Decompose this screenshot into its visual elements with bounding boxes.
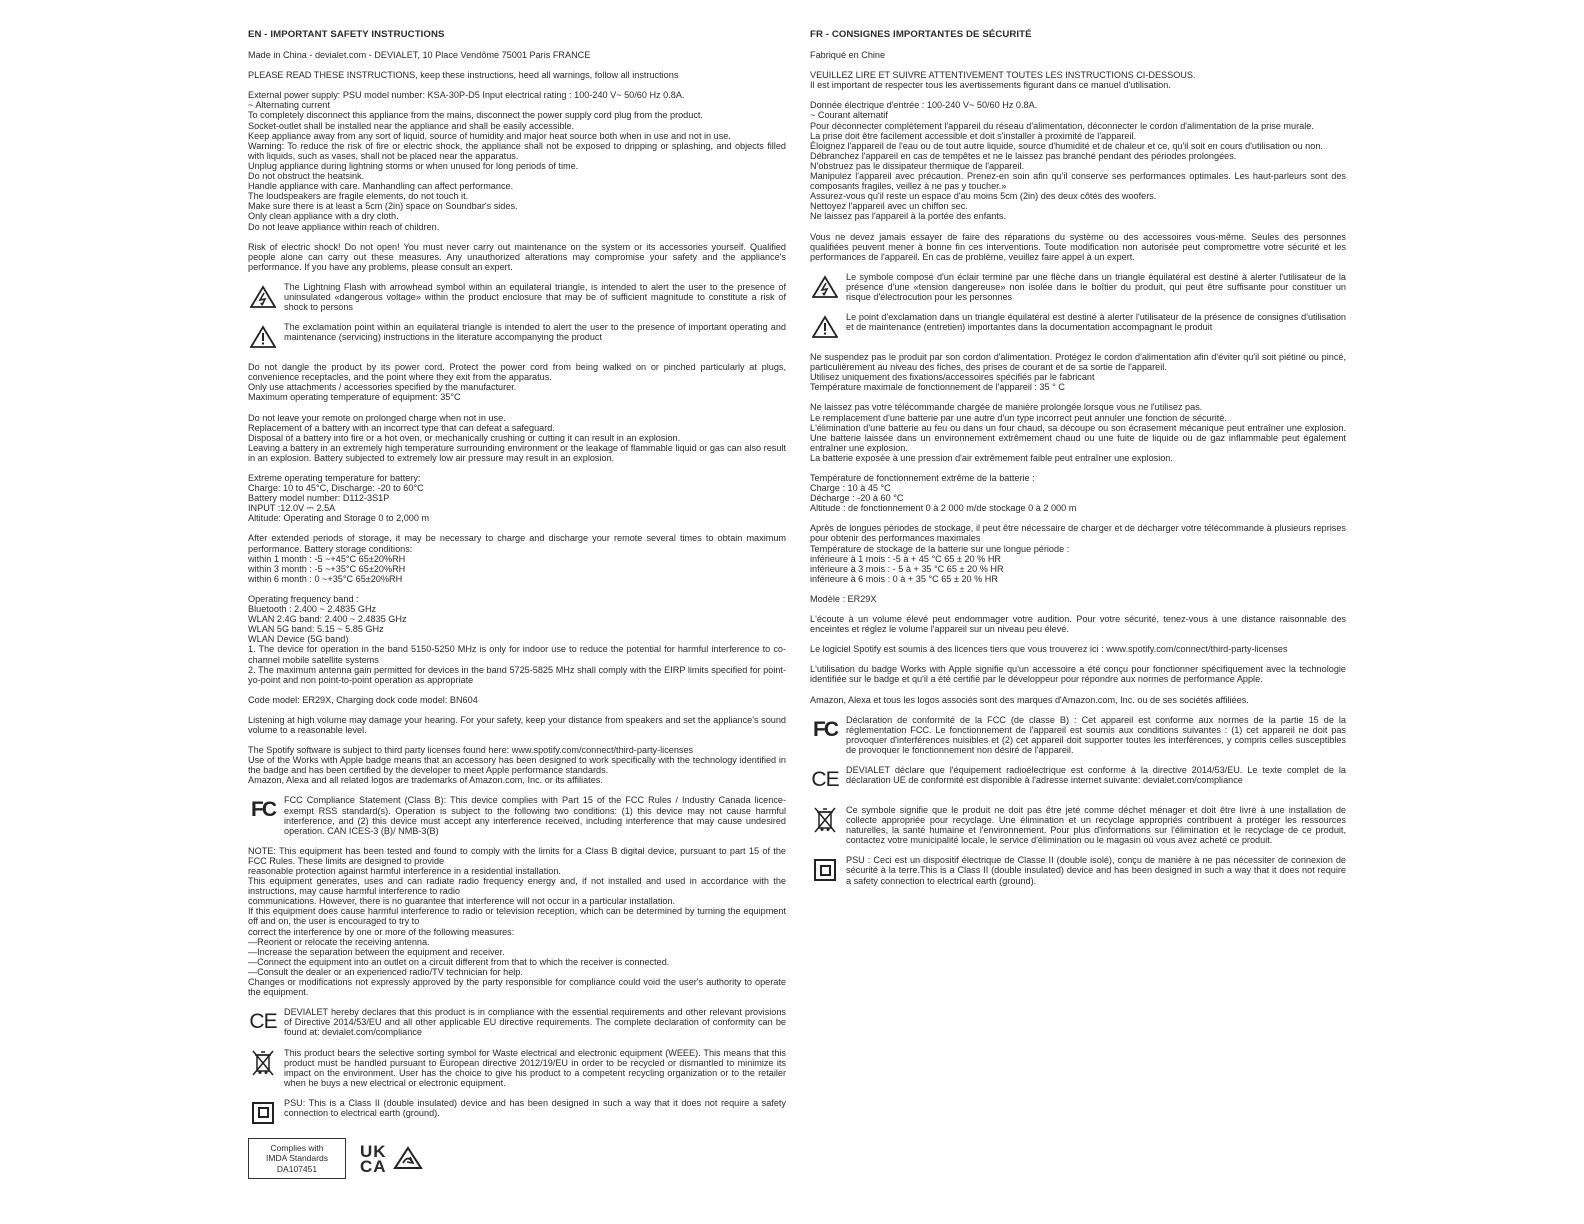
fr-battery-temp-line: Température de fonctionnement extrême de la batterie :: [810, 473, 1035, 483]
en-note-line: reasonable protection against harmful interference in a residential installation.: [248, 866, 561, 876]
en-safety-line: Handle appliance with care. Manhandling can affect performance.: [248, 181, 514, 192]
double-square-icon: [810, 855, 840, 885]
en-frequency: [248, 594, 786, 685]
en-lightning-block: [248, 282, 786, 312]
en-spotify-line: Amazon, Alexa and all related logos are trademarks of Amazon.com, Inc. or its affiliates.: [248, 775, 603, 786]
fr-storage: [810, 523, 1346, 584]
en-note-line: —Consult the dealer or an experienced radio/TV technician for help.: [248, 966, 523, 977]
fr-battery-line: La batterie exposée à une pression d'air extrêmement faible peut entraîner une explosion.: [810, 452, 1173, 463]
en-safety-line: Keep appliance away from any sort of liquid, source of humidity and major heat source both when in use and not in use.: [248, 130, 731, 141]
en-exclamation-block: [248, 322, 786, 352]
en-note: [248, 846, 786, 997]
english-column: [248, 30, 786, 1179]
fr-storage-line: inférieure à 1 mois : -5 à + 45 °C 65 ± 20 % HR: [810, 553, 1001, 564]
en-frequency-line: 2. The maximum antenna gain permitted for devices in the band 5725-5825 MHz shall comply with the EIRP limits specified for point-yo-point and non point-to-point operation as appropriate: [248, 664, 786, 685]
en-please-read: PLEASE READ THESE INSTRUCTIONS, keep these instructions, heed all warnings, follow all instructions: [248, 70, 679, 81]
fr-safety-line: N'obstruez pas le dissipateur thermique de l'appareil.: [810, 160, 1024, 171]
fr-safety-line: Ne laissez pas l'appareil à la portée des enfants.: [810, 211, 1007, 222]
en-safety-line: Only clean appliance with a dry cloth.: [248, 211, 399, 222]
fr-lightning-text: Le symbole composé d'un éclair terminé par une flèche dans un triangle équilatéral est destiné à alerter l'utilisateur de la présence d'une «tension dangereuse» non isolée dans le boîtier du produit, qui peut être suffisante pour constituer un risque d'électrocution pour les personnes: [846, 271, 1346, 302]
fr-ce-block: [810, 765, 1346, 795]
fr-apple: L'utilisation du badge Works with Apple signifie qu'un accessoire a été conçu pour fonctionner spécifiquement avec la technologie identifiée sur le badge et qu'il a été certifié par le développeur pour répondre aux normes de performance Apple.: [810, 664, 1346, 685]
en-note-line: correct the interference by one or more of the following measures:: [248, 926, 515, 937]
fr-battery-line: Le remplacement d'une batterie par une autre d'un type incorrect peut annuler une fonction de sécurité.: [810, 412, 1227, 423]
en-battery-temp-line: Battery model number: D112-3S1P: [248, 493, 390, 504]
fr-safety-line: Débranchez l'appareil en cas de tempêtes et ne le laissez pas branché pendant des périodes prolongées.: [810, 150, 1237, 161]
lightning-triangle-icon: [248, 282, 278, 312]
en-storage: [248, 533, 786, 583]
en-storage-line: within 1 month : -5 ~+45°C 65±20%RH: [248, 553, 406, 564]
en-power-line: Do not dangle the product by its power cord. Protect the power cord from being walked on or pinched particularly at plugs, convenience receptacles, and the point where they exit from the apparatus.: [248, 362, 786, 383]
imda-line: DA107451: [276, 1163, 318, 1174]
en-frequency-line: Operating frequency band :: [248, 593, 359, 604]
fr-safety-line: Donnée électrique d'entrée : 100-240 V~ 50/60 Hz 0.8A.: [810, 100, 1038, 111]
fr-power-line: Température maximale de fonctionnement de l'appareil : 35 ° C: [810, 382, 1065, 393]
fr-fcc-text: Déclaration de conformité de la FCC (de classe B) : Cet appareil est conforme aux normes de la partie 15 de la réglementation FCC. Le fonctionnement de l'appareil est soumis aux conditions suivantes : (1) cet appareil ne doit pas provoquer d'interférences nuisibles et (2) cet appareil doit supporter toutes les interférences, y compris celles susceptibles de provoquer le fonctionnement non désiré de l'appareil.: [846, 714, 1346, 755]
en-frequency-line: Bluetooth : 2.400 ~ 2.4835 GHz: [248, 604, 377, 615]
en-title: EN - IMPORTANT SAFETY INSTRUCTIONS: [248, 29, 445, 40]
en-safety-line: Socket-outlet shall be installed near the appliance and shall be easily accessible.: [248, 120, 575, 131]
en-safety-line: Unplug appliance during lightning storms or when unused for long periods of time.: [248, 160, 579, 171]
fcc-logo-icon: FC: [251, 798, 275, 822]
fr-amazon: Amazon, Alexa et tous les logos associés sont des marques d'Amazon.com, Inc. ou de ses sociétés affiliées.: [810, 694, 1249, 705]
fr-safety-line: ~ Courant alternatif: [810, 110, 888, 121]
en-battery-temp: [248, 473, 786, 523]
fr-exclamation-text: Le point d'exclamation dans un triangle équilatéral est destiné à alerter l'utilisateur de la présence de consignes d'utilisation et de maintenance (entretien) importantes dans la documentation accompagnant le produit: [846, 312, 1346, 333]
fr-please-read-line: VEUILLEZ LIRE ET SUIVRE ATTENTIVEMENT TOUTES LES INSTRUCTIONS CI-DESSOUS.: [810, 70, 1196, 81]
certification-marks: [248, 1138, 786, 1180]
ce-mark-icon: CE: [249, 1010, 277, 1034]
en-storage-line: within 3 month : -5 ~+35°C 65±20%RH: [248, 563, 406, 574]
fr-battery-line: L'élimination d'une batterie au feu ou dans un four chaud, sa découpe ou son écrasement mécanique peut entraîner une explosion. Une batterie laissée dans un environnement extrêmement chaud ou une fuite de liquide ou de gaz inflammable peut également entraîner une explosion.: [810, 422, 1346, 453]
en-safety-line: ~ Alternating current: [248, 100, 330, 111]
en-storage-line: After extended periods of storage, it may be necessary to charge and discharge your remote several times to obtain maximum performance. Battery storage conditions:: [248, 533, 786, 554]
fr-safety-line: Manipulez l'appareil avec précaution. Prenez-en soin afin qu'il conserve ses performances optimales. Les haut-parleurs sont des composants fragiles, veillez à ne pas y toucher.»: [810, 171, 1346, 192]
double-square-icon: [248, 1098, 278, 1128]
en-note-line: communications. However, there is no guarantee that interference will not occur in a particular installation.: [248, 896, 676, 907]
en-note-line: If this equipment does cause harmful interference to radio or television reception, which can be determined by turning the equipment off and on, the user is encouraged to try to: [248, 906, 786, 927]
en-weee-block: [248, 1048, 786, 1088]
fr-please-read: [810, 70, 1346, 90]
en-battery-line: Replacement of a battery with an incorrect type that can defeat a safeguard.: [248, 422, 555, 433]
imda-line: Complies with: [270, 1142, 324, 1153]
fr-lightning-block: [810, 272, 1346, 302]
en-psu-text: PSU: This is a Class II (double insulated) device and has been designed in such a way that it does not require a safety connection to electrical earth (ground).: [284, 1097, 786, 1118]
en-battery-temp-line: Extreme operating temperature for battery:: [248, 473, 421, 483]
en-battery-temp-line: Charge: 10 to 45°C, Discharge: -20 to 60°C: [248, 483, 424, 494]
fr-power-line: Utilisez uniquement des fixations/accessoires spécifiés par le fabricant: [810, 372, 1095, 383]
en-fcc-block: [248, 795, 786, 835]
fr-battery-temp-line: Charge : 10 à 45 °C: [810, 483, 891, 494]
fr-made-in: Fabriqué en Chine: [810, 50, 886, 61]
fr-fcc-block: [810, 715, 1346, 755]
imda-badge: [248, 1138, 346, 1180]
en-power-cord: [248, 362, 786, 402]
en-safety-line: The loudspeakers are fragile elements, do not touch it.: [248, 191, 469, 202]
ce-mark-icon: CE: [811, 767, 839, 791]
en-power-line: Only use attachments / accessories specified by the manufacturer.: [248, 382, 517, 393]
fr-battery-line: Ne laissez pas votre télécommande chargée de manière prolongée lorsque vous ne l'utilisez pas.: [810, 402, 1203, 413]
rcm-mark-icon: [393, 1146, 423, 1172]
en-note-line: —Increase the separation between the equipment and receiver.: [248, 946, 505, 957]
fr-please-read-line: Il est important de respecter tous les avertissements figurant dans ce manuel d'utilisation.: [810, 80, 1171, 91]
fr-safety-line: Assurez-vous qu'il reste un espace d'au moins 5cm (2in) des deux côtés des woofers.: [810, 191, 1157, 202]
en-battery-line: Disposal of a battery into fire or a hot oven, or mechanically crushing or cutting it can result in an explosion.: [248, 432, 681, 443]
fr-psu-block: [810, 855, 1346, 885]
en-battery-line: Leaving a battery in an extremely high temperature surrounding environment or the leakage of flammable liquid or gas can also result in an explosion. Battery subjected to extremely low air pressure may result in an explosion.: [248, 442, 786, 463]
en-battery-temp-line: Altitude: Operating and Storage 0 to 2,000 m: [248, 513, 430, 524]
en-frequency-line: WLAN 2.4G band: 2.400 ~ 2.4835 GHz: [248, 614, 407, 625]
crossed-bin-icon: [248, 1048, 278, 1078]
en-weee-text: This product bears the selective sorting symbol for Waste electrical and electronic equipment (WEEE). This means that this product must be handled pursuant to European directive 2012/19/EU in order to be recycled or dismantled to minimize its impact on the environment. User has the choice to give his product to a competent recycling organization or to the retailer when he buys a new electrical or electronic equipment.: [284, 1047, 786, 1088]
en-risk-shock: Risk of electric shock! Do not open! You must never carry out maintenance on the system or its accessories yourself. Qualified people alone can carry out these measures. Any unauthorized alterations may compromise your safety and the appliance's performance. If you have any problems, please consult an expert.: [248, 241, 786, 272]
fr-hearing: L'écoute à un volume élevé peut endommager votre audition. Pour votre sécurité, tenez-vous à une distance raisonnable des enceintes et réglez le volume l'appareil sur un niveau peu élevé.: [810, 614, 1346, 635]
fr-exclamation-block: [810, 312, 1346, 342]
fr-battery-temp-line: Altitude : de fonctionnement 0 à 2 000 m/de stockage 0 à 2 000 m: [810, 503, 1077, 514]
fr-weee-text: Ce symbole signifie que le produit ne doit pas être jeté comme déchet ménager et doit être livré à une installation de collecte appropriée pour recyclage. Une élimination et un recyclage appropriés contribuent à protéger les ressources naturelles, la santé humaine et l'environnement. Pour plus d'informations sur l'élimination et le recyclage de ce produit, contactez votre municipalité locale, le service d'élimination ou le magasin où vous avez acheté ce produit.: [846, 804, 1346, 846]
fr-safety-line: Éloignez l'appareil de l'eau ou de tout autre liquide, source d'humidité et de chaleur et ce, qu'il soit en cours d'utilisation ou non.: [810, 140, 1323, 151]
fr-safety-line: Nettoyez l'appareil avec un chiffon sec.: [810, 201, 968, 212]
fr-storage-line: Température de stockage de la batterie sur une longue période :: [810, 543, 1070, 554]
en-power-line: Maximum operating temperature of equipment: 35°C: [248, 392, 461, 403]
fr-storage-line: inférieure à 6 mois : 0 à + 35 °C 65 ± 20 % HR: [810, 573, 998, 584]
en-frequency-line: WLAN 5G band: 5.15 ~ 5.85 GHz: [248, 624, 384, 635]
en-safety-line: Do not obstruct the heatsink.: [248, 171, 365, 182]
fr-power-cord: [810, 352, 1346, 392]
fr-model: Modèle : ER29X: [810, 593, 877, 604]
en-storage-line: within 6 month : 0 ~+35°C 65±20%RH: [248, 573, 403, 584]
en-note-line: —Reorient or relocate the receiving antenna.: [248, 936, 430, 947]
french-column: [810, 30, 1346, 896]
en-safety-line: Do not leave appliance within reach of children.: [248, 221, 440, 232]
en-battery-temp-line: INPUT :12.0V ⎓ 2.5A: [248, 503, 336, 514]
en-frequency-line: 1. The device for operation in the band 5150-5250 MHz is only for indoor use to reduce the potential for harmful interference to co-channel mobile satellite systems: [248, 644, 786, 665]
en-battery: [248, 413, 786, 463]
en-code-model: Code model: ER29X, Charging dock code model: BN604: [248, 694, 478, 705]
fr-weee-block: [810, 805, 1346, 845]
en-ce-text: DEVIALET hereby declares that this product is in compliance with the essential requirements and other relevant provisions of Directive 2014/53/EU and all other applicable EU directive requirements. The complete declaration of conformity can be found at: devialet.com/compliance: [284, 1007, 786, 1038]
en-spotify-line: Use of the Works with Apple badge means that an accessory has been designed to work specifically with the technology identified in the badge and has been certified by the developer to meet Apple performance standards.: [248, 755, 786, 776]
en-safety-line: To completely disconnect this appliance from the mains, disconnect the power supply cord plug from the product.: [248, 110, 703, 121]
en-fcc-text: FCC Compliance Statement (Class B): This device complies with Part 15 of the FCC Rules / Industry Canada licence-exempt RSS standard(s). Operation is subject to the following two conditions: (1) this device may not cause harmful interference, and (2) this device must accept any interference received, including interference that may cause undesired operation. CAN ICES-3 (B)/ NMB-3(B): [284, 795, 786, 836]
en-ce-block: [248, 1007, 786, 1037]
en-note-line: —Connect the equipment into an outlet on a circuit different from that to which the receiver is connected.: [248, 956, 670, 967]
fr-battery-temp-line: Décharge : -20 à 60 °C: [810, 493, 904, 504]
exclamation-triangle-icon: [810, 312, 840, 342]
fr-safety-line: Pour déconnecter complètement l'appareil du réseau d'alimentation, déconnecter le cordon d'alimentation de la prise murale.: [810, 120, 1314, 131]
en-psu-block: [248, 1098, 786, 1128]
en-exclamation-text: The exclamation point within an equilateral triangle is intended to alert the user to the presence of important operating and maintenance (servicing) instructions in the literature accompanying the product: [284, 322, 786, 343]
crossed-bin-icon: [810, 805, 840, 835]
fr-storage-line: Après de longues périodes de stockage, il peut être nécessaire de charger et de décharger votre télécommande à plusieurs reprises pour obtenir des performances maximales: [810, 523, 1346, 544]
en-hearing: Listening at high volume may damage your hearing. For your safety, keep your distance from speakers and set the appliance's sound volume to a reasonable level.: [248, 714, 786, 735]
fr-psu-text: PSU : Ceci est un dispositif électrique de Classe II (double isolé), conçu de manière à ne pas nécessiter de connexion de sécurité à la terre.This is a Class II (double insulated) device and has been designed in such a way that it does not require a safety connection to electrical earth (ground).: [846, 855, 1346, 886]
fcc-logo-icon: FC: [813, 717, 837, 741]
fr-battery-temp: [810, 473, 1346, 513]
en-made-in: Made in China - devialet.com - DEVIALET, 10 Place Vendôme 75001 Paris FRANCE: [248, 50, 591, 61]
en-battery-line: Do not leave your remote on prolonged charge when not in use.: [248, 412, 506, 423]
en-spotify: [248, 745, 786, 785]
fr-battery: [810, 402, 1346, 463]
en-note-line: NOTE: This equipment has been tested and found to comply with the limits for a Class B digital device, pursuant to part 15 of the FCC Rules. These limits are designed to provide: [248, 845, 786, 866]
en-frequency-line: WLAN Device (5G band): [248, 634, 349, 645]
en-safety-list: [248, 90, 786, 231]
fr-storage-line: inférieure à 3 mois : - 5 à + 35 °C 65 ± 20 % HR: [810, 563, 1004, 574]
en-safety-line: External power supply: PSU model number: KSA-30P-D5 Input electrical rating : 100-240 V~ 50/60 Hz 0.8A.: [248, 90, 685, 101]
en-safety-line: Make sure there is at least a 5cm (2in) space on Soundbar's sides.: [248, 201, 518, 212]
lightning-triangle-icon: [810, 272, 840, 302]
en-safety-line: Warning: To reduce the risk of fire or electric shock, the appliance shall not be exposed to dripping or splashing, and objects filled with liquids, such as vases, shall not be placed near the apparatus.: [248, 140, 786, 161]
fr-ce-text: DEVIALET déclare que l'équipement radioélectrique est conforme à la directive 2014/53/EU. Le texte complet de la déclaration UE de conformité est disponible à l'adresse internet suivante: devialet.com/compliance: [846, 764, 1346, 786]
en-note-line: This equipment generates, uses and can radiate radio frequency energy and, if not installed and used in accordance with the instructions, may cause harmful interference to radio: [248, 876, 786, 897]
en-note-line: Changes or modifications not expressly approved by the party responsible for compliance could void the user's authority to operate the equipment.: [248, 977, 786, 998]
fr-risk-shock: Vous ne devez jamais essayer de faire des réparations du système ou des accessoires vous-même. Seules des personnes qualifiées peuvent mener à bonne fin ces interventions. Toute modification non autorisée peut compromettre votre sécurité et les performances de l'appareil. En cas de problème, veuillez faire appel à un expert.: [810, 231, 1346, 262]
fr-spotify: Le logiciel Spotify est soumis à des licences tiers que vous trouverez ici : www.spotify.com/connect/third-party-licenses: [810, 644, 1288, 655]
imda-line: IMDA Standards: [266, 1153, 328, 1164]
fr-title: FR - CONSIGNES IMPORTANTES DE SÉCURITÉ: [810, 29, 1032, 40]
fr-safety-list: [810, 100, 1346, 221]
en-spotify-line: The Spotify software is subject to third party licenses found here: www.spotify.com/connect/third-party-licenses: [248, 745, 694, 756]
fr-safety-line: La prise doit être facilement accessible et doit s'installer à proximité de l'appareil.: [810, 130, 1137, 141]
en-lightning-text: The Lightning Flash with arrowhead symbol within an equilateral triangle, is intended to alert the user to the presence of uninsulated «dangerous voltage» within the product enclosure that may be of sufficient magnitude to constitute a risk of shock to persons: [284, 281, 786, 313]
exclamation-triangle-icon: [248, 322, 278, 352]
fr-power-line: Ne suspendez pas le produit par son cordon d'alimentation. Protégez le cordon d'alimentation afin d'éviter qu'il soit piétiné ou pincé, particulièrement au niveau des fiches, des prises de courant et de sa sortie de l'appareil.: [810, 352, 1346, 373]
ukca-mark: UK CA: [360, 1141, 387, 1176]
